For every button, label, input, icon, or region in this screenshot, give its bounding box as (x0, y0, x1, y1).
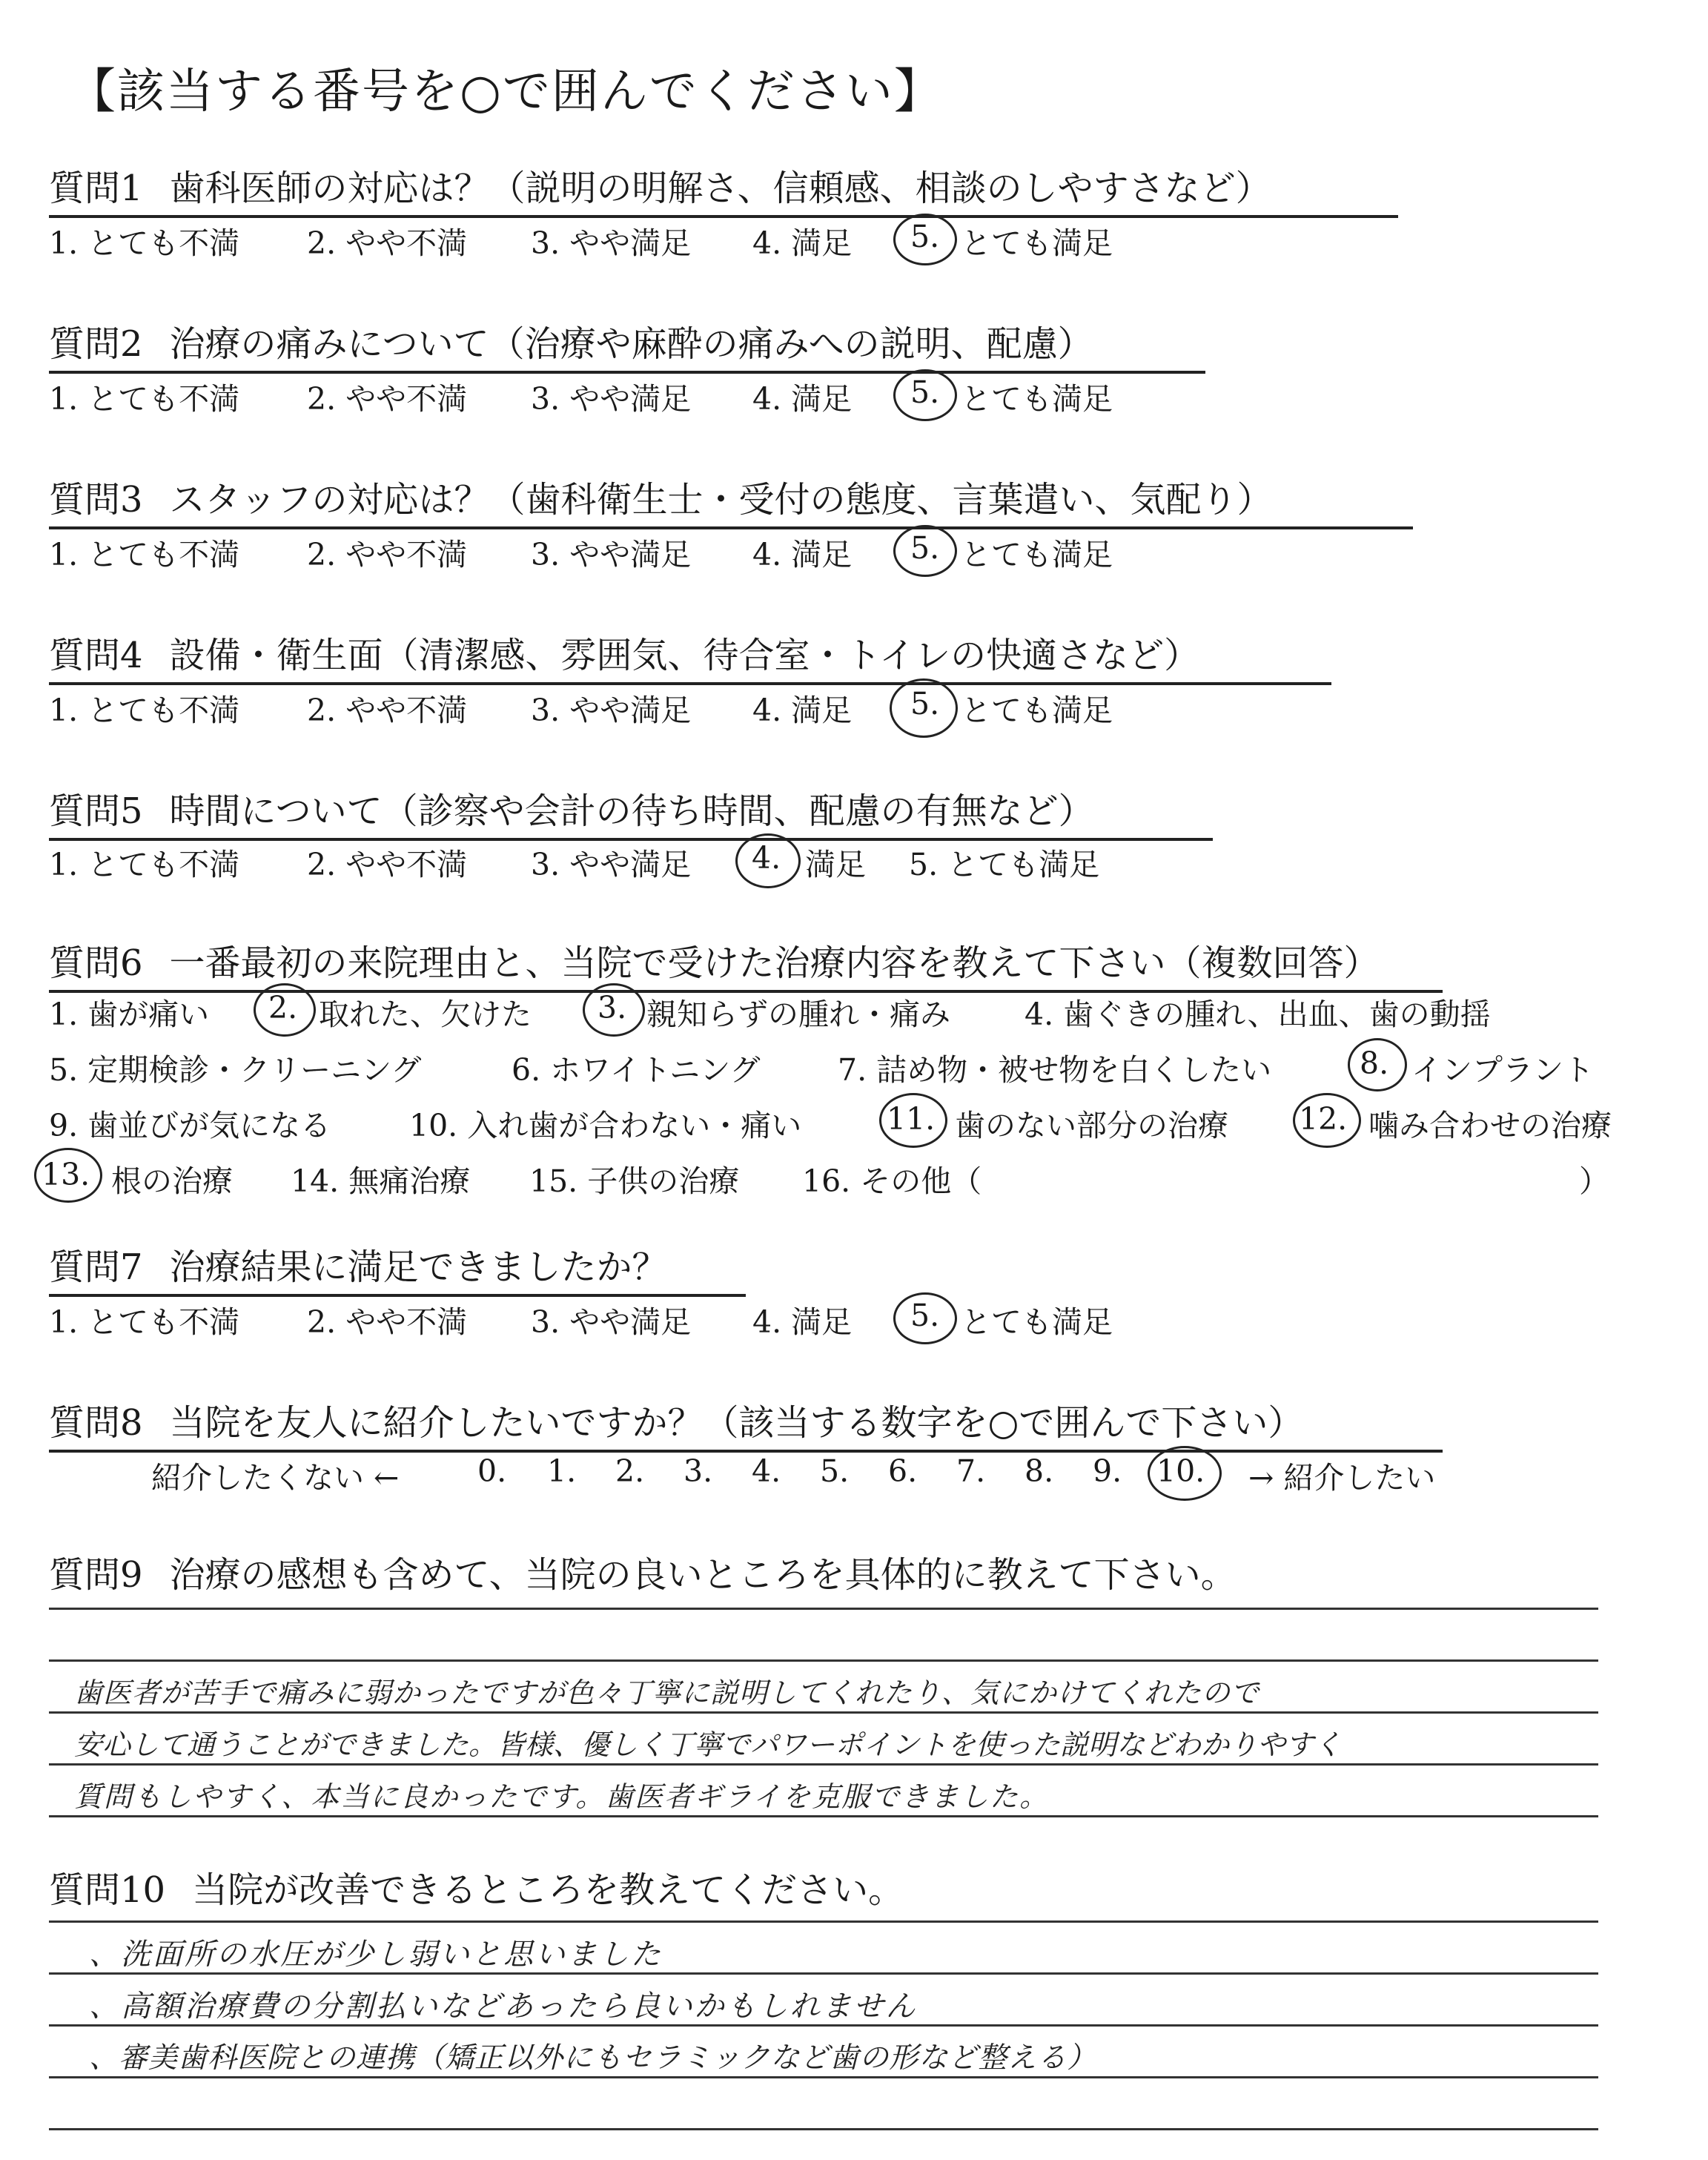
question-number: 質問1 (49, 168, 143, 209)
answer-line (49, 1763, 1598, 1766)
question-text: スタッフの対応は？（歯科衛生士・受付の態度、言葉遣い、気配り） (169, 479, 1273, 521)
question-number: 質問10 (49, 1869, 166, 1911)
question-number: 質問4 (49, 635, 143, 676)
selection-circle (893, 369, 957, 421)
option-5[interactable]: 5. (910, 686, 940, 721)
question-1-heading (49, 159, 1398, 218)
option-1[interactable]: 1. とても不満 (49, 693, 240, 728)
option-5[interactable]: 5. とても満足 (909, 847, 1100, 882)
question-number: 質問7 (49, 1246, 143, 1288)
option-16[interactable]: 16. その他（ (802, 1163, 982, 1199)
selection-circle (735, 833, 801, 888)
handwritten-answer-line: 歯医者が苦手で痛みに弱かったですが色々丁寧に説明してくれたり、気にかけてくれたので (74, 1677, 1260, 1709)
question-text: 治療の痛みについて（治療や麻酔の痛みへの説明、配慮） (169, 323, 1093, 365)
question-text: 治療結果に満足できましたか？ (169, 1246, 668, 1288)
option-3[interactable]: 3. やや満足 (531, 381, 692, 417)
question-3-heading (49, 471, 1413, 529)
question-number: 質問5 (49, 790, 143, 832)
option-15[interactable]: 15. 子供の治療 (529, 1163, 740, 1199)
selection-circle (893, 525, 957, 577)
selection-circle (893, 214, 957, 265)
option-4-label: 満足 (805, 847, 866, 882)
option-4[interactable]: 4. 満足 (752, 381, 853, 417)
question-6-heading (49, 934, 1443, 993)
scale-4[interactable]: 4. (752, 1453, 781, 1489)
option-3[interactable]: 3. やや満足 (531, 537, 692, 572)
option-3[interactable]: 3. やや満足 (531, 1304, 692, 1340)
option-2[interactable]: 2. やや不満 (307, 847, 468, 882)
option-5-label: とても満足 (961, 537, 1113, 572)
option-8-label: インプラント (1411, 1052, 1594, 1088)
question-4-heading (49, 627, 1331, 685)
option-2[interactable]: 2. やや不満 (307, 693, 468, 728)
option-3[interactable]: 3. やや満足 (531, 693, 692, 728)
scale-10[interactable]: 10. (1156, 1453, 1205, 1489)
question-text: 一番最初の来院理由と、当院で受けた治療内容を教えて下さい（複数回答） (169, 942, 1380, 984)
option-1[interactable]: 1. とても不満 (49, 225, 240, 261)
scale-5[interactable]: 5. (820, 1453, 850, 1489)
other-close-paren: ） (1579, 1163, 1609, 1199)
question-text: 設備・衛生面（清潔感、雰囲気、待合室・トイレの快適さなど） (169, 635, 1200, 676)
answer-line (49, 1608, 1598, 1610)
scale-8[interactable]: 8. (1025, 1453, 1054, 1489)
question-2-heading (49, 315, 1205, 374)
question-number: 質問8 (49, 1402, 143, 1444)
question-text: 当院を友人に紹介したいですか？（該当する数字を○で囲んで下さい） (169, 1402, 1304, 1444)
scale-0[interactable]: 0. (477, 1453, 507, 1489)
question-text: 当院が改善できるところを教えてください。 (192, 1869, 904, 1911)
answer-line (49, 1920, 1598, 1923)
option-2-label: 取れた、欠けた (319, 997, 532, 1032)
question-10-heading (49, 1861, 904, 1912)
handwritten-answer-line: 、審美歯科医院との連携（矯正以外にもセラミックなど歯の形など整える） (89, 2041, 1097, 2075)
option-5[interactable]: 5. (910, 374, 940, 410)
option-3[interactable]: 3. やや満足 (531, 225, 692, 261)
question-5-heading (49, 782, 1213, 841)
scale-3[interactable]: 3. (683, 1453, 713, 1489)
option-4[interactable]: 4. (752, 840, 781, 876)
selection-circle (893, 1292, 957, 1344)
option-11-label: 歯のない部分の治療 (955, 1108, 1228, 1143)
option-1[interactable]: 1. とても不満 (49, 847, 240, 882)
option-5-label: とても満足 (961, 225, 1113, 261)
option-11[interactable]: 11. (887, 1101, 936, 1137)
option-3[interactable]: 3. やや満足 (531, 847, 692, 882)
option-5-label: とても満足 (961, 381, 1113, 417)
option-10[interactable]: 10. 入れ歯が合わない・痛い (409, 1108, 802, 1143)
question-text: 時間について（診察や会計の待ち時間、配慮の有無など） (169, 790, 1094, 832)
scale-1[interactable]: 1. (547, 1453, 577, 1489)
scale-right-label: → 紹介したい (1248, 1460, 1436, 1496)
option-4[interactable]: 4. 満足 (752, 537, 853, 572)
option-12[interactable]: 12. (1299, 1101, 1348, 1137)
option-14[interactable]: 14. 無痛治療 (291, 1163, 471, 1199)
answer-line (49, 1815, 1598, 1817)
option-5[interactable]: 5. (910, 530, 940, 566)
option-1[interactable]: 1. 歯が痛い (49, 997, 210, 1032)
question-number: 質問9 (49, 1554, 143, 1596)
option-7[interactable]: 7. 詰め物・被せ物を白くしたい (838, 1052, 1272, 1088)
option-13[interactable]: 13. (42, 1157, 90, 1192)
option-3-label: 親知らずの腫れ・痛み (646, 997, 950, 1032)
option-2[interactable]: 2. やや不満 (307, 225, 468, 261)
page-title: 【該当する番号を○で囲んでください】 (68, 65, 943, 119)
option-6[interactable]: 6. ホワイトニング (512, 1052, 761, 1088)
option-1[interactable]: 1. とても不満 (49, 537, 240, 572)
option-2[interactable]: 2. やや不満 (307, 537, 468, 572)
option-4[interactable]: 4. 歯ぐきの腫れ、出血、歯の動揺 (1025, 997, 1491, 1032)
option-2[interactable]: 2. やや不満 (307, 1304, 468, 1340)
option-8[interactable]: 8. (1360, 1046, 1389, 1081)
question-9-heading (49, 1546, 1237, 1597)
option-5[interactable]: 5. (910, 219, 940, 254)
handwritten-answer-line: 安心して通うことができました。皆様、優しく丁寧でパワーポイントを使った説明などわかりやすく (74, 1728, 1343, 1761)
handwritten-answer-line: 、高額治療費の分割払いなどあったら良いかもしれません (89, 1989, 918, 2024)
scale-2[interactable]: 2. (615, 1453, 645, 1489)
option-1[interactable]: 1. とても不満 (49, 1304, 240, 1340)
question-text: 歯科医師の対応は？（説明の明解さ、信頼感、相談のしやすさなど） (169, 168, 1271, 209)
handwritten-answer-line: 、洗面所の水圧が少し弱いと思いました (89, 1938, 663, 1972)
option-2[interactable]: 2. やや不満 (307, 381, 468, 417)
scale-left-label: 紹介したくない ← (151, 1460, 400, 1496)
option-9[interactable]: 9. 歯並びが気になる (49, 1108, 331, 1143)
option-4[interactable]: 4. 満足 (752, 1304, 853, 1340)
scale-7[interactable]: 7. (956, 1453, 986, 1489)
question-number: 質問2 (49, 323, 143, 365)
answer-line (49, 2076, 1598, 2078)
question-7-heading (49, 1238, 746, 1297)
question-number: 質問6 (49, 942, 143, 984)
question-8-heading (49, 1394, 1443, 1453)
option-3[interactable]: 3. (598, 990, 627, 1025)
question-text: 治療の感想も含めて、当院の良いところを具体的に教えて下さい。 (169, 1554, 1237, 1596)
option-5[interactable]: 5. (910, 1298, 940, 1333)
scale-9[interactable]: 9. (1093, 1453, 1122, 1489)
option-5-label: とても満足 (961, 693, 1113, 728)
answer-line (49, 1659, 1598, 1662)
option-13-label: 根の治療 (111, 1163, 233, 1199)
answer-line (49, 2128, 1598, 2130)
option-5-label: とても満足 (961, 1304, 1113, 1340)
option-4[interactable]: 4. 満足 (752, 225, 853, 261)
option-12-label: 噛み合わせの治療 (1368, 1108, 1612, 1143)
handwritten-answer-line: 質問もしやすく、本当に良かったです。歯医者ギライを克服できました。 (74, 1780, 1050, 1813)
question-number: 質問3 (49, 479, 143, 521)
option-2[interactable]: 2. (268, 990, 298, 1025)
selection-circle (890, 678, 958, 738)
scale-6[interactable]: 6. (888, 1453, 918, 1489)
answer-line (49, 1711, 1598, 1714)
option-1[interactable]: 1. とても不満 (49, 381, 240, 417)
option-4[interactable]: 4. 満足 (752, 693, 853, 728)
option-5[interactable]: 5. 定期検診・クリーニング (49, 1052, 422, 1088)
